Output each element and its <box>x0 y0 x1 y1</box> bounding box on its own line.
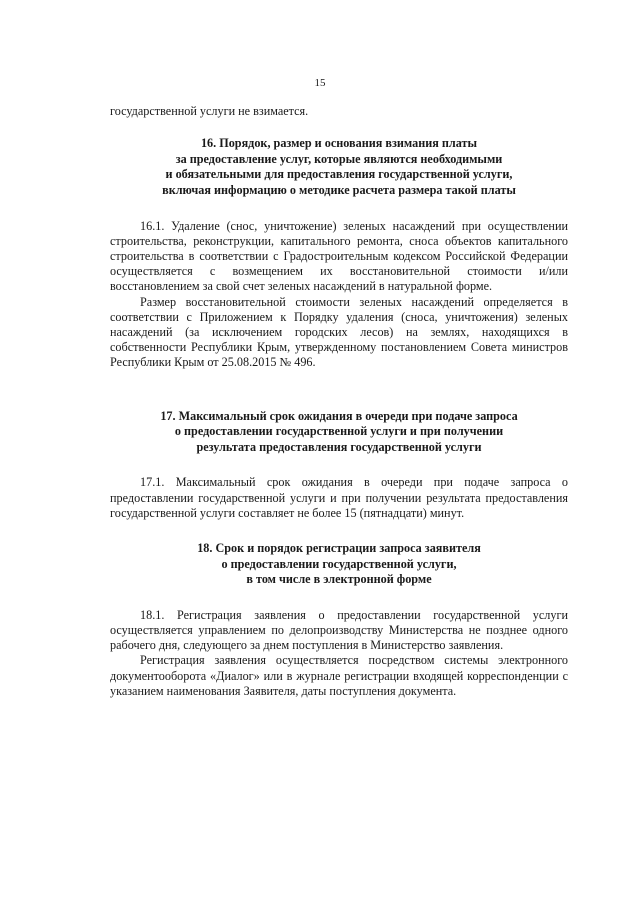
heading-line: результата предоставления государственной услуги <box>196 439 482 454</box>
heading-line: 16. Порядок, размер и основания взимания платы <box>200 136 478 151</box>
intro-line: государственной услуги не взимается. <box>110 104 309 118</box>
heading-line: за предоставление услуг, которые являются необходимыми <box>175 151 503 166</box>
section-16-heading <box>110 136 568 198</box>
section-17-heading <box>110 409 568 456</box>
page-number: 15 <box>314 77 326 89</box>
heading-line: о предоставлении государственной услуги и при получении <box>174 424 504 439</box>
heading-line: о предоставлении государственной услуги, <box>221 556 457 571</box>
section-16-paragraph-1: 16.1. Удаление (снос, уничтожение) зеленых насаждений при осуществлении строительства, реконструкции, капитального ремонта, сноса объектов капитального строительства в соответствии с Градостроительным кодексом Российской Федерации осуществляется с возмещением их восстановительной стоимости и/или восстановлением за свой счет зеленых насаждений в натуральной форме. <box>110 218 568 294</box>
heading-line: и обязательными для предоставления государственной услуги, <box>165 167 513 182</box>
heading-line: 17. Максимальный срок ожидания в очереди при подаче запроса <box>160 408 518 423</box>
section-18-heading <box>110 541 568 588</box>
section-17-paragraph-1: 17.1. Максимальный срок ожидания в очереди при подаче запроса о предоставлении государственной услуги и при получении результата предоставления государственной услуги составляет не более 15 (пятнадцати) минут. <box>110 475 568 520</box>
heading-line: в том числе в электронной форме <box>246 572 432 587</box>
heading-line: 18. Срок и порядок регистрации запроса заявителя <box>197 541 481 555</box>
section-18-paragraph-2: Регистрация заявления осуществляется посредством системы электронного документооборота «Диалог» или в журнале регистрации входящей корреспонденции с указанием наименования Заявителя, даты поступления документа. <box>110 653 568 698</box>
heading-line: включая информацию о методике расчета размера такой платы <box>162 182 516 197</box>
section-16-paragraph-2: Размер восстановительной стоимости зеленых насаждений определяется в соответствии с Приложением к Порядку удаления (сноса, уничтожения) зеленых насаждений (за исключением городских лесов) на землях, находящихся в собственности Республики Крым, утвержденному постановлением Совета министров Республики Крым от 25.08.2015 № 496. <box>110 294 568 370</box>
section-18-paragraph-1: 18.1. Регистрация заявления о предоставлении государственной услуги осуществляется управлением по делопроизводству Министерства не позднее одного рабочего дня, следующего за днем поступления в Министерство заявления. <box>110 607 568 653</box>
document-body <box>110 104 568 699</box>
